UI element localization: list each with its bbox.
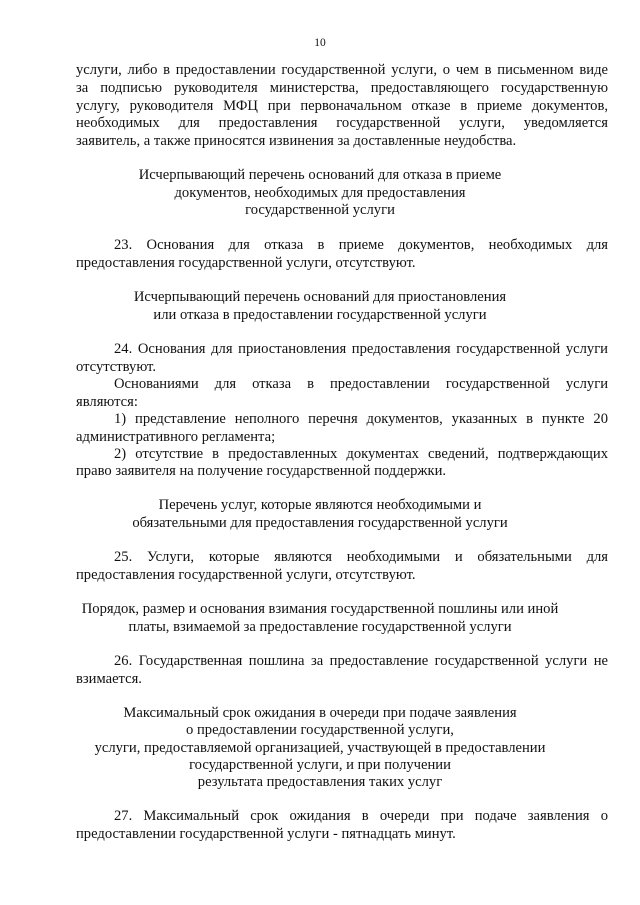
paragraph-line: 1) представление неполного перечня документов, указанных в пункте 20 — [114, 411, 608, 427]
paragraph-line: Основаниями для отказа в предоставлении государственной услуги — [114, 376, 608, 392]
paragraph-line: взимается. — [76, 671, 142, 687]
section-heading-line: документов, необходимых для предоставления — [174, 185, 466, 201]
paragraph-line: являются: — [76, 394, 138, 410]
section-heading-line: Перечень услуг, которые являются необходимыми и — [158, 497, 482, 513]
paragraph-line: предоставления государственной услуги, отсутствуют. — [76, 567, 416, 583]
section-heading-line: Исчерпывающий перечень оснований для отказа в приеме — [138, 167, 502, 183]
section-heading-line: платы, взимаемой за предоставление государственной услуги — [128, 619, 512, 635]
section-heading-line: о предоставлении государственной услуги, — [186, 722, 454, 738]
page-number: 10 — [314, 37, 326, 49]
paragraph-line: предоставлении государственной услуги - пятнадцать минут. — [76, 826, 456, 842]
paragraph-line: 24. Основания для приостановления предоставления государственной услуги — [114, 341, 608, 357]
paragraph-line: услуги, либо в предоставлении государственной услуги, о чем в письменном виде — [76, 62, 608, 78]
section-heading-line: услуги, предоставляемой организацией, участвующей в предоставлении — [94, 740, 546, 756]
paragraph-line: административного регламента; — [76, 429, 276, 445]
section-heading-line: Максимальный срок ожидания в очереди при подаче заявления — [123, 705, 517, 721]
section-heading-line: или отказа в предоставлении государственной услуги — [153, 307, 487, 323]
paragraph-line: 2) отсутствие в предоставленных документах сведений, подтверждающих — [114, 446, 608, 462]
section-heading-line: обязательными для предоставления государственной услуги — [132, 515, 508, 531]
paragraph-line: 23. Основания для отказа в приеме документов, необходимых для — [114, 237, 608, 253]
paragraph-line: предоставления государственной услуги, отсутствуют. — [76, 255, 416, 271]
paragraph-line: отсутствуют. — [76, 359, 156, 375]
paragraph-line: право заявителя на получение государственной поддержки. — [76, 463, 447, 479]
section-heading-line: государственной услуги — [245, 202, 395, 218]
paragraph-line: 25. Услуги, которые являются необходимыми и обязательными для — [114, 549, 608, 565]
paragraph-line: 27. Максимальный срок ожидания в очереди при подаче заявления о — [114, 808, 608, 824]
section-heading-line: Исчерпывающий перечень оснований для приостановления — [133, 289, 507, 305]
section-heading-line: Порядок, размер и основания взимания государственной пошлины или иной — [81, 601, 559, 617]
paragraph-line: необходимых для предоставления государственной услуги, уведомляется — [76, 115, 608, 131]
paragraph-line: заявитель, а также приносятся извинения за доставленные неудобства. — [76, 133, 517, 149]
section-heading-line: государственной услуги, и при получении — [189, 757, 451, 773]
paragraph-line: 26. Государственная пошлина за предоставление государственной услуги не — [114, 653, 608, 669]
paragraph-line: за подписью руководителя министерства, предоставляющего государственную — [76, 80, 608, 96]
section-heading-line: результата предоставления таких услуг — [197, 774, 443, 790]
paragraph-line: услугу, руководителя МФЦ при первоначальном отказе в приеме документов, — [76, 98, 608, 114]
